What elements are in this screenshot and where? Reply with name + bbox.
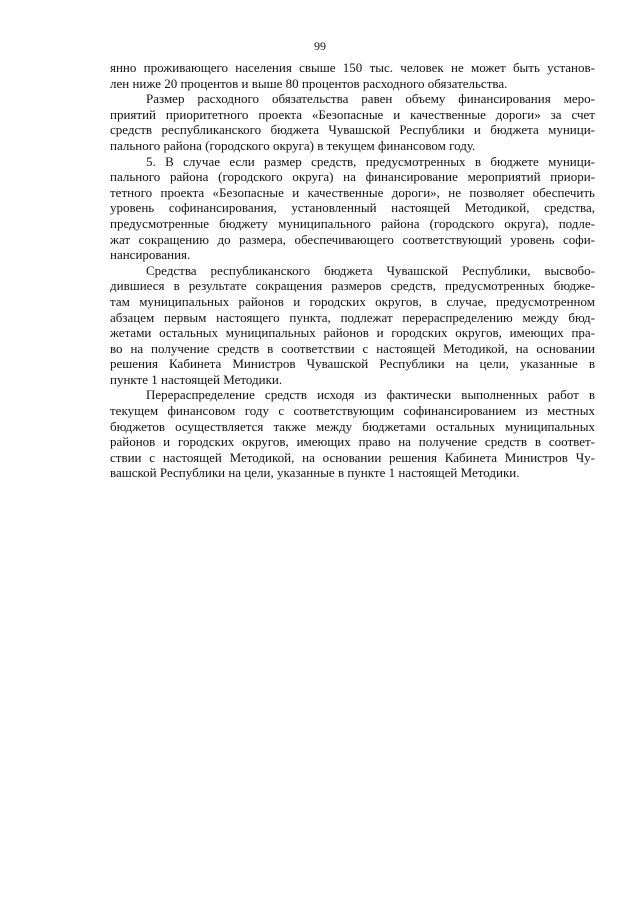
text-line: лен ниже 20 процентов и выше 80 процентов расходного обязательства. — [110, 75, 508, 91]
text-line: средств республиканского бюджета Чувашской Республики и бюджета муници- — [110, 122, 595, 138]
text-line: пального района (городского округа) на финансирование мероприятий приори- — [110, 169, 595, 185]
text-line: решения Кабинета Министров Чувашской Республики на цели, указанные в — [110, 356, 595, 372]
text-line: жетами остальных муниципальных районов и городских округов, имеющих пра- — [110, 325, 595, 341]
text-line: уровень софинансирования, установленный настоящей Методикой, средства, — [110, 200, 595, 216]
text-line: 5. В случае если размер средств, предусмотренных в бюджете муници- — [146, 153, 595, 169]
paragraph — [110, 387, 595, 481]
text-line: приятий приоритетного проекта «Безопасные и качественные дороги» за счет — [110, 106, 595, 122]
text-line: текущем финансовом году с соответствующим софинансированием из местных — [110, 403, 595, 419]
text-line: абзацем первым настоящего пункта, подлежат перераспределению между бюд- — [110, 309, 595, 325]
page-number: 99 — [314, 39, 326, 53]
text-line: пального района (городского округа) в текущем финансовом году. — [110, 137, 476, 153]
paragraph — [110, 60, 595, 91]
text-line: янно проживающего населения свыше 150 тыс. человек не может быть установ- — [110, 60, 595, 75]
text-line: ствии с настоящей Методикой, на основании решения Кабинета Министров Чу- — [110, 449, 595, 465]
text-line: там муниципальных районов и городских округов, в случае, предусмотренном — [110, 293, 595, 309]
text-line: во на получение средств в соответствии с настоящей Методикой, на основании — [110, 340, 595, 356]
text-line: нансирования. — [110, 247, 191, 263]
text-line: пункте 1 настоящей Методики. — [110, 371, 283, 387]
text-line: дившиеся в результате сокращения размеров средств, предусмотренных бюдже- — [110, 278, 595, 294]
text-line: тетного проекта «Безопасные и качественные дороги», не позволяет обеспечить — [110, 184, 595, 200]
paragraph — [110, 154, 595, 263]
text-line: Перераспределение средств исходя из фактически выполненных работ в — [146, 387, 595, 403]
document-body — [110, 60, 595, 481]
paragraph — [110, 91, 595, 153]
text-line: бюджетов осуществляется также между бюджетами остальных муниципальных — [110, 418, 595, 434]
text-line: Средства республиканского бюджета Чувашской Республики, высвобо- — [146, 262, 595, 278]
text-line: жат сокращению до размера, обеспечивающего соответствующий уровень софи- — [110, 231, 595, 247]
text-line: районов и городских округов, имеющих право на получение средств в соответ- — [110, 434, 595, 450]
text-line: Размер расходного обязательства равен объему финансирования меро- — [146, 91, 595, 107]
paragraph — [110, 263, 595, 388]
text-line: предусмотренные бюджету муниципального района (городского округа), подле- — [110, 215, 595, 231]
text-line: вашской Республики на цели, указанные в пункте 1 настоящей Методики. — [110, 465, 520, 481]
